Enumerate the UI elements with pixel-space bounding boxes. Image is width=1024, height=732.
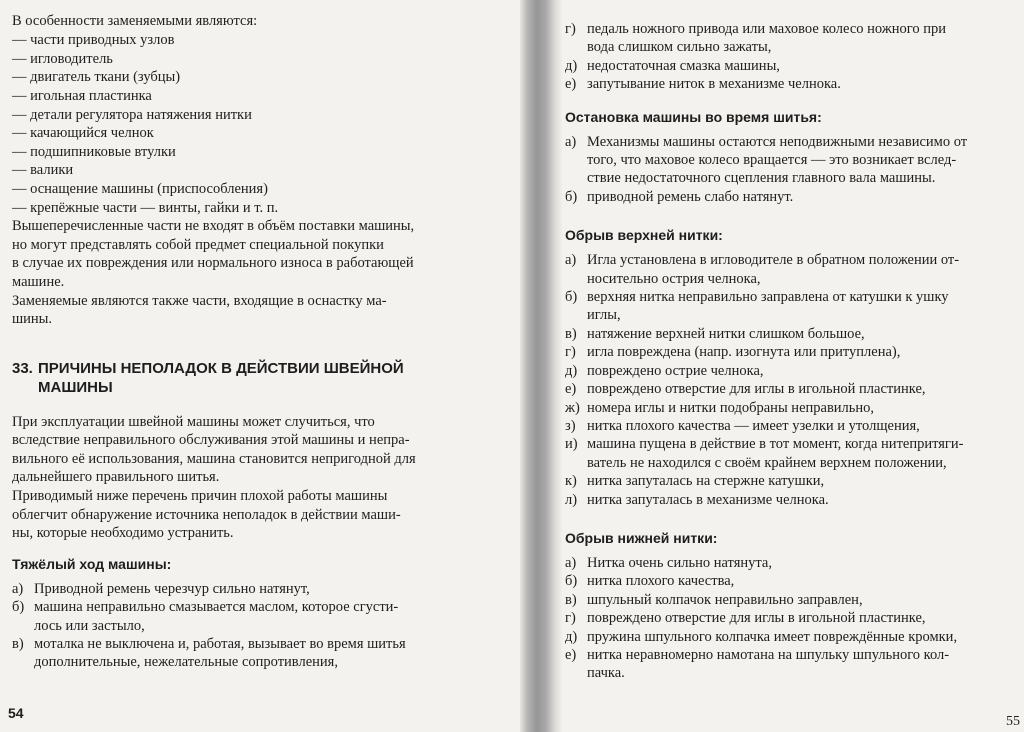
text-line: При эксплуатации швейной машины может случиться, что <box>12 413 375 430</box>
item-marker: б) <box>565 289 578 306</box>
item-marker: г) <box>565 21 576 37</box>
text-line: верхняя нитка неправильно заправлена от катушки к ушку <box>587 289 949 306</box>
list-item <box>565 75 1012 93</box>
list-item: — подшипниковые втулки <box>12 143 176 160</box>
list-item <box>565 646 1012 683</box>
list-item: — двигатель ткани (зубцы) <box>12 69 181 86</box>
text-line: того, что маховое колесо вращается — это возникает вслед- <box>587 152 957 169</box>
text-line: Игла установлена в игловодителе в обратном положении от- <box>587 252 960 269</box>
chapter-number: 33. <box>12 359 33 377</box>
text-line: пружина шпульного колпачка имеет повреждённые кромки, <box>587 628 958 645</box>
item-marker: б) <box>565 573 578 590</box>
text-line: нитка плохого качества — имеет узелки и утолщения, <box>587 417 920 434</box>
chapter-title-line: МАШИНЫ <box>38 378 113 396</box>
list-item <box>565 609 1012 627</box>
list-item <box>565 325 1012 343</box>
text-line: Нитка очень сильно натянута, <box>587 554 772 571</box>
text-line: моталка не выключена и, работая, вызывает во время шитья <box>34 636 406 653</box>
item-marker: д) <box>565 628 578 645</box>
text-line: нитка плохого качества, <box>587 573 735 590</box>
list-item <box>565 435 1012 472</box>
page-number-left: 54 <box>8 705 24 721</box>
text-line: повреждено острие челнока, <box>587 362 764 379</box>
text-line: ны, которые необходимо устранить. <box>12 525 234 542</box>
text-line: Вышеперечисленные части не входят в объём поставки машины, <box>12 218 415 235</box>
chapter-title-line: ПРИЧИНЫ НЕПОЛАДОК В ДЕЙСТВИИ ШВЕЙНОЙ <box>38 359 404 377</box>
list-item <box>565 554 1012 572</box>
text-line: ватель не находился с своём крайнем верхнем положении, <box>587 454 947 471</box>
item-marker: б) <box>12 599 25 616</box>
paragraph-operation <box>12 413 492 487</box>
list-item <box>565 251 1012 288</box>
item-marker: а) <box>12 580 24 597</box>
item-marker: е) <box>565 646 577 663</box>
text-line: Механизмы машины остаются неподвижными независимо от <box>587 133 968 150</box>
text-line: педаль ножного привода или маховое колесо ножного при <box>587 21 947 37</box>
text-line: машина неправильно смазывается маслом, которое сгусти- <box>34 599 399 616</box>
text-line: Приводимый ниже перечень причин плохой работы машины <box>12 488 388 505</box>
text-line: запутывание ниток в механизме челнока. <box>587 76 841 93</box>
text-line: шины. <box>12 311 53 328</box>
text-line: повреждено отверстие для иглы в игольной пластинке, <box>587 610 926 627</box>
list-item: — качающийся челнок <box>12 125 154 142</box>
list-item <box>565 343 1012 361</box>
section-heading-heavy-run: Тяжёлый ход машины: <box>12 555 172 572</box>
list-item <box>565 362 1012 380</box>
text-line: нитка запуталась в механизме челнока. <box>587 491 829 508</box>
list-item: — детали регулятора натяжения нитки <box>12 106 252 123</box>
chapter-heading <box>12 359 492 397</box>
list-item <box>565 57 1012 75</box>
text-line: Заменяемые являются также части, входящие в оснастку ма- <box>12 292 387 309</box>
text-line: вследствие неправильного обслуживания этой машины и непра- <box>12 432 410 449</box>
paragraph-list-intro <box>12 487 492 543</box>
text-line: вода слишком сильно зажаты, <box>587 39 772 56</box>
section-heading-upper-thread: Обрыв верхней нитки: <box>565 227 723 244</box>
item-marker: г) <box>565 610 576 627</box>
text-line: нитка запуталась на стержне катушки, <box>587 473 825 490</box>
list-item <box>565 417 1012 435</box>
text-line: нитка неравномерно намотана на шпульку шпульного кол- <box>587 646 950 663</box>
text-line: в случае их повреждения или нормального износа в работающей <box>12 255 414 272</box>
list-item <box>565 133 1012 188</box>
paragraph-not-included <box>12 217 492 291</box>
section-heading-stop: Остановка машины во время шитья: <box>565 108 822 125</box>
item-marker: д) <box>565 362 578 379</box>
item-marker: в) <box>12 636 24 653</box>
text-line: лось или застыло, <box>34 617 145 634</box>
right-page <box>525 0 1024 732</box>
list-item <box>565 591 1012 609</box>
paragraph-also-replaceable <box>12 292 492 329</box>
item-marker: е) <box>565 381 577 398</box>
section-heading-lower-thread: Обрыв нижней нитки: <box>565 529 718 546</box>
list-item <box>565 399 1012 417</box>
item-marker: а) <box>565 554 577 571</box>
text-line: но могут представлять собой предмет специальной покупки <box>12 236 384 253</box>
text-line: повреждено отверстие для иглы в игольной пластинке, <box>587 381 926 398</box>
text-line: машине. <box>12 273 65 290</box>
item-marker: г) <box>565 344 576 361</box>
list-item <box>565 20 1012 57</box>
item-marker: а) <box>565 133 577 150</box>
list-item: — оснащение машины (приспособления) <box>12 180 268 197</box>
list-item: — валики <box>12 162 74 179</box>
list-item <box>565 188 1012 206</box>
item-marker: б) <box>565 188 578 205</box>
item-marker: а) <box>565 252 577 269</box>
list-item: — игольная пластинка <box>12 87 152 104</box>
list-item: — части приводных узлов <box>12 32 175 49</box>
text-line: шпульный колпачок неправильно заправлен, <box>587 591 863 608</box>
item-marker: к) <box>565 473 577 490</box>
list-item <box>565 472 1012 490</box>
item-marker: е) <box>565 76 577 93</box>
list-item <box>12 635 492 672</box>
list-item: — крепёжные части — винты, гайки и т. п. <box>12 199 279 216</box>
list-item <box>565 288 1012 325</box>
item-marker: в) <box>565 591 577 608</box>
text-line: номера иглы и нитки подобраны неправильно, <box>587 399 875 416</box>
replaceable-parts-list <box>12 31 492 217</box>
text-line: машина пущена в действие в тот момент, когда нитепритяги- <box>587 436 964 453</box>
text-line: натяжение верхней нитки слишком большое, <box>587 325 865 342</box>
item-marker: и) <box>565 436 578 453</box>
replaceable-intro: В особенности заменяемыми являются: <box>12 13 258 29</box>
item-marker: ж) <box>565 399 580 416</box>
text-line: иглы, <box>587 307 621 324</box>
item-marker: д) <box>565 57 578 74</box>
text-line: недостаточная смазка машины, <box>587 57 780 74</box>
item-marker: л) <box>565 491 578 508</box>
text-line: ствие недостаточного сцепления главного вала машины. <box>587 170 936 187</box>
item-marker: з) <box>565 417 576 434</box>
item-marker: в) <box>565 325 577 342</box>
text-line: дополнительные, нежелательные сопротивления, <box>34 654 338 671</box>
list-item <box>565 572 1012 590</box>
list-item <box>565 491 1012 509</box>
list-item: — игловодитель <box>12 50 113 67</box>
text-line: Приводной ремень черезчур сильно натянут, <box>34 580 310 597</box>
list-item <box>565 628 1012 646</box>
text-line: облегчит обнаружение источника неполадок в действии маши- <box>12 506 401 523</box>
list-item <box>12 580 492 598</box>
text-line: дальнейшего правильного шитья. <box>12 469 220 486</box>
text-line: игла повреждена (напр. изогнута или притуплена), <box>587 344 901 361</box>
text-line: пачка. <box>587 665 625 682</box>
list-item <box>12 598 492 635</box>
text-line: приводной ремень слабо натянут. <box>587 188 794 205</box>
list-item <box>565 380 1012 398</box>
text-line: вильного её использования, машина становится непригодной для <box>12 450 416 467</box>
page-number-right: 55 <box>1006 714 1020 729</box>
text-line: носительно острия челнока, <box>587 270 761 287</box>
